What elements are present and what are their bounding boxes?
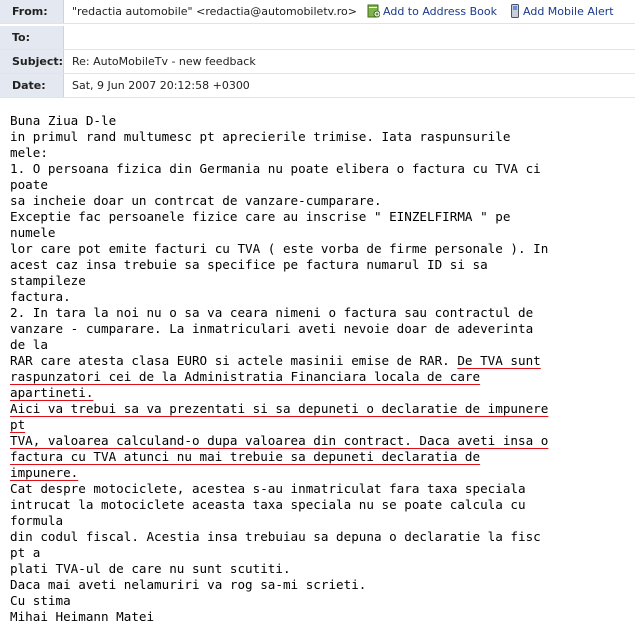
- date-label: Date:: [0, 74, 64, 97]
- message-line: de la: [10, 337, 48, 352]
- message-line: pt a: [10, 545, 41, 560]
- message-line: stampileze: [10, 273, 86, 288]
- address-book-icon: [366, 4, 380, 18]
- to-row: [0, 26, 635, 50]
- message-line: acest caz insa trebuie sa specifice pe factura numarul ID si sa: [10, 257, 488, 272]
- message-line: plati TVA-ul de care nu sunt scutiti.: [10, 561, 291, 576]
- date-row: [0, 74, 635, 98]
- message-line: formula: [10, 513, 64, 528]
- underlined-line: impunere.: [10, 465, 79, 480]
- message-line: mele:: [10, 145, 48, 160]
- underlined-line: factura cu TVA atunci nu mai trebuie sa depuneti declaratia de: [10, 449, 481, 464]
- message-line: factura.: [10, 289, 71, 304]
- add-mobile-alert-label: Add Mobile Alert: [523, 5, 614, 18]
- message-line: numele: [10, 225, 56, 240]
- message-line: poate: [10, 177, 48, 192]
- message-line: Cat despre motociclete, acestea s-au inmatriculat fara taxa speciala: [10, 481, 526, 496]
- subject-value: Re: AutoMobileTv - new feedback: [72, 55, 256, 68]
- underlined-line: apartineti.: [10, 385, 94, 400]
- add-to-address-book-button[interactable]: [366, 3, 497, 20]
- message-line: [10, 353, 630, 369]
- add-to-address-book-label: Add to Address Book: [383, 5, 498, 18]
- underlined-line: TVA, valoarea calculand-o dupa valoarea din contract. Daca aveti insa o: [10, 433, 549, 448]
- underlined-line: raspunzatori cei de la Administratia Financiara locala de care: [10, 369, 481, 384]
- message-line: din codul fiscal. Acestia insa trebuiau sa depuna o declaratie la fisc: [10, 529, 541, 544]
- message-line: vanzare - cumparare. La inmatriculari aveti nevoie doar de adeverinta: [10, 321, 534, 336]
- from-row: [0, 0, 635, 24]
- message-line: 2. In tara la noi nu o sa va ceara nimeni o factura sau contractul de: [10, 305, 534, 320]
- message-line: Cu stima: [10, 593, 71, 608]
- message-line: in primul rand multumesc pt aprecierile trimise. Iata raspunsurile: [10, 129, 511, 144]
- message-line: Exceptie fac persoanele fizice care au inscrise " EINZELFIRMA " pe: [10, 209, 511, 224]
- mobile-phone-icon: [510, 4, 520, 18]
- date-value: Sat, 9 Jun 2007 20:12:58 +0300: [72, 79, 250, 92]
- to-label: To:: [0, 26, 64, 49]
- message-line: intrucat la motociclete aceasta taxa speciala nu se poate calcula cu: [10, 497, 526, 512]
- message-line: sa incheie doar un contrcat de vanzare-cumparare.: [10, 193, 382, 208]
- from-value[interactable]: "redactia automobile" <redactia@automobiletv.ro>: [72, 5, 358, 18]
- message-line-segment: RAR care atesta clasa EURO si actele masinii emise de RAR.: [10, 353, 458, 368]
- message-line: Daca mai aveti nelamuriri va rog sa-mi scrieti.: [10, 577, 367, 592]
- message-line: Mihai Heimann Matei: [10, 609, 155, 624]
- underlined-line: pt: [10, 417, 26, 432]
- message-line: Buna Ziua D-le: [10, 113, 117, 128]
- underlined-line: Aici va trebui sa va prezentati si sa depuneti o declaratie de impunere: [10, 401, 549, 416]
- underlined-text: De TVA sunt: [457, 353, 541, 368]
- subject-label: Subject:: [0, 50, 64, 73]
- message-body: [10, 113, 630, 625]
- add-mobile-alert-button[interactable]: [510, 3, 614, 20]
- message-line: lor care pot emite facturi cu TVA ( este vorba de firme personale ). In: [10, 241, 549, 256]
- subject-row: [0, 50, 635, 74]
- message-line: 1. O persoana fizica din Germania nu poate elibera o factura cu TVA ci: [10, 161, 541, 176]
- from-label: From:: [0, 0, 64, 23]
